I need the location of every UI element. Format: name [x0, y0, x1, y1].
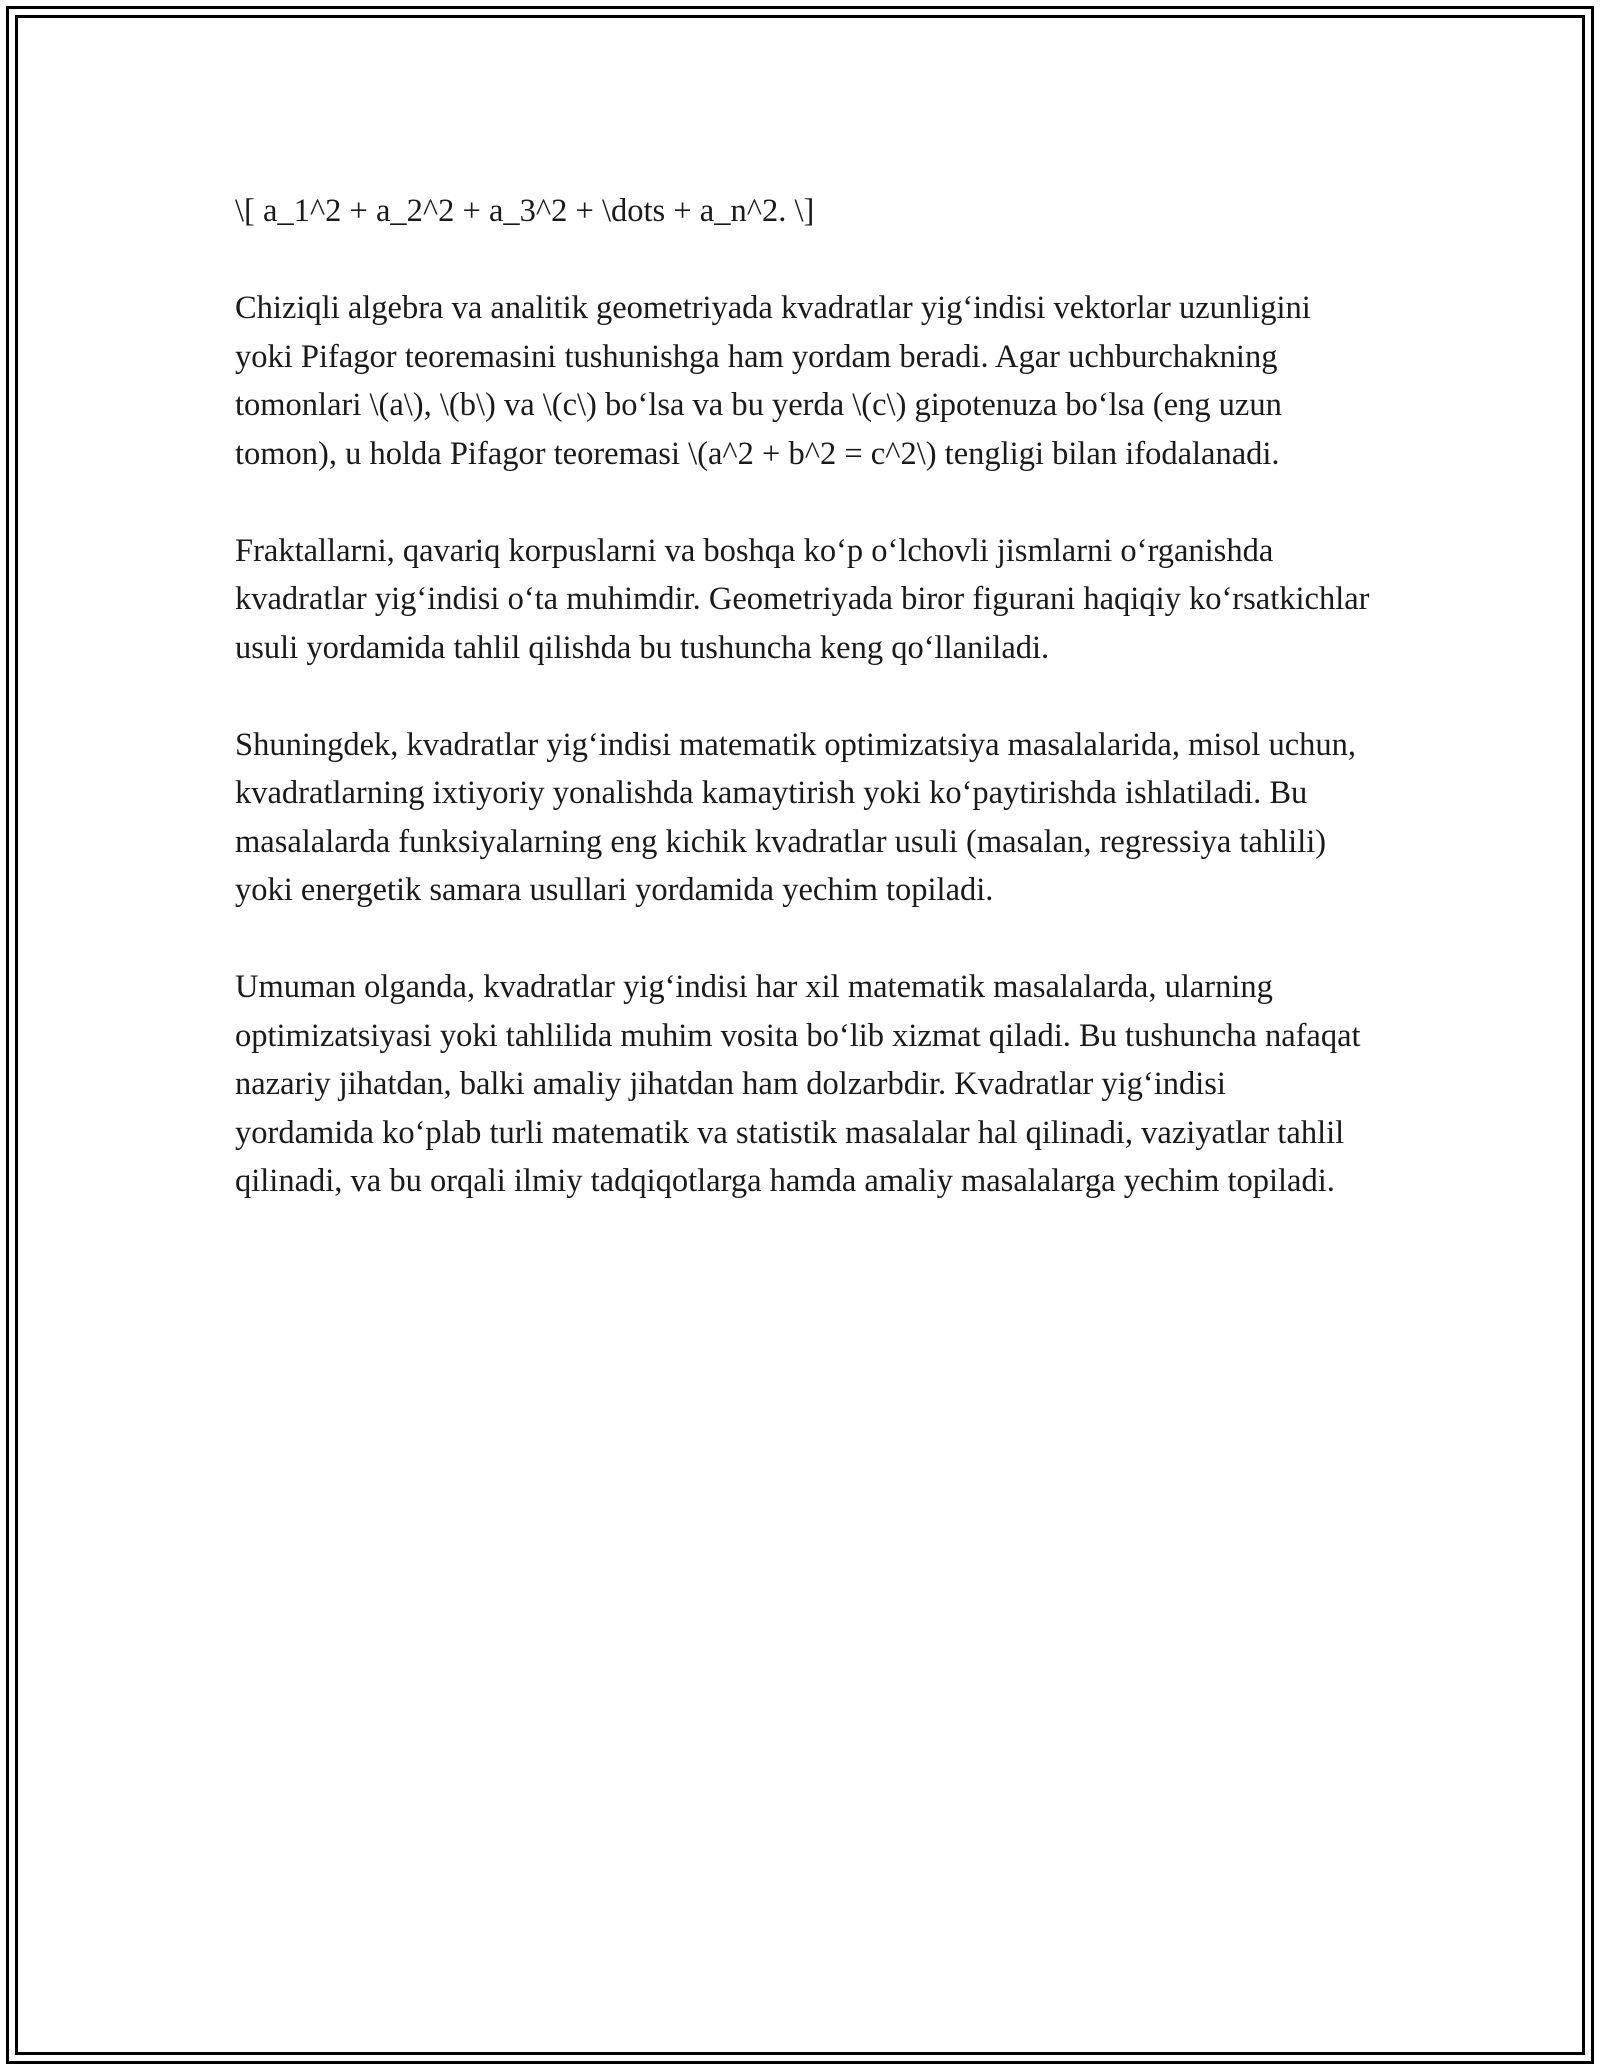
formula-line: \[ a_1^2 + a_2^2 + a_3^2 + \dots + a_n^2. \] — [235, 193, 815, 229]
paragraph-conclusion: Umuman olganda, kvadratlar yig‘indisi har xil matematik masalalarda, ularning optimizatsiyasi yoki tahlilida muhim vosita bo‘lib xizmat qiladi. Bu tushuncha nafaqat nazariy jihatdan, balki amaliy jihatdan ham dolzarbdir. Kvadratlar yig‘indisi yordamida ko‘plab turli matematik va statistik masalalar hal qilinadi, vaziyatlar tahlil qilinadi, va bu orqali ilmiy tadqiqotlarga hamda amaliy masalalarga yechim topiladi. — [235, 969, 1361, 1199]
paragraph-pythagoras: Chiziqli algebra va analitik geometriyada kvadratlar yig‘indisi vektorlar uzunligini yoki Pifagor teoremasini tushunishga ham yordam beradi. Agar uchburchakning tomonlari \(a\), \(b\) va \(c\) bo‘lsa va bu yerda \(c\) gipotenuza bo‘lsa (eng uzun tomon), u holda Pifagor teoremasi \(a^2 + b^2 = c^2\) tengligi bilan ifodalanadi. — [235, 290, 1311, 472]
paragraph-fractals: Fraktallarni, qavariq korpuslarni va boshqa ko‘p o‘lchovli jismlarni o‘rganishda kvadratlar yig‘indisi o‘ta muhimdir. Geometriyada biror figurani haqiqiy ko‘rsatkichlar usuli yordamida tahlil qilishda bu tushuncha keng qo‘llaniladi. — [235, 532, 1370, 666]
paragraph-optimization: Shuningdek, kvadratlar yig‘indisi matematik optimizatsiya masalalarida, misol uchun, kvadratlarning ixtiyoriy yonalishda kamaytirish yoki ko‘paytirishda ishlatiladi. Bu masalalarda funksiyalarning eng kichik kvadratlar usuli (masalan, regressiya tahlili) yoki energetik samara usullari yordamida yechim topiladi. — [235, 726, 1356, 908]
document-body — [235, 187, 1370, 1254]
